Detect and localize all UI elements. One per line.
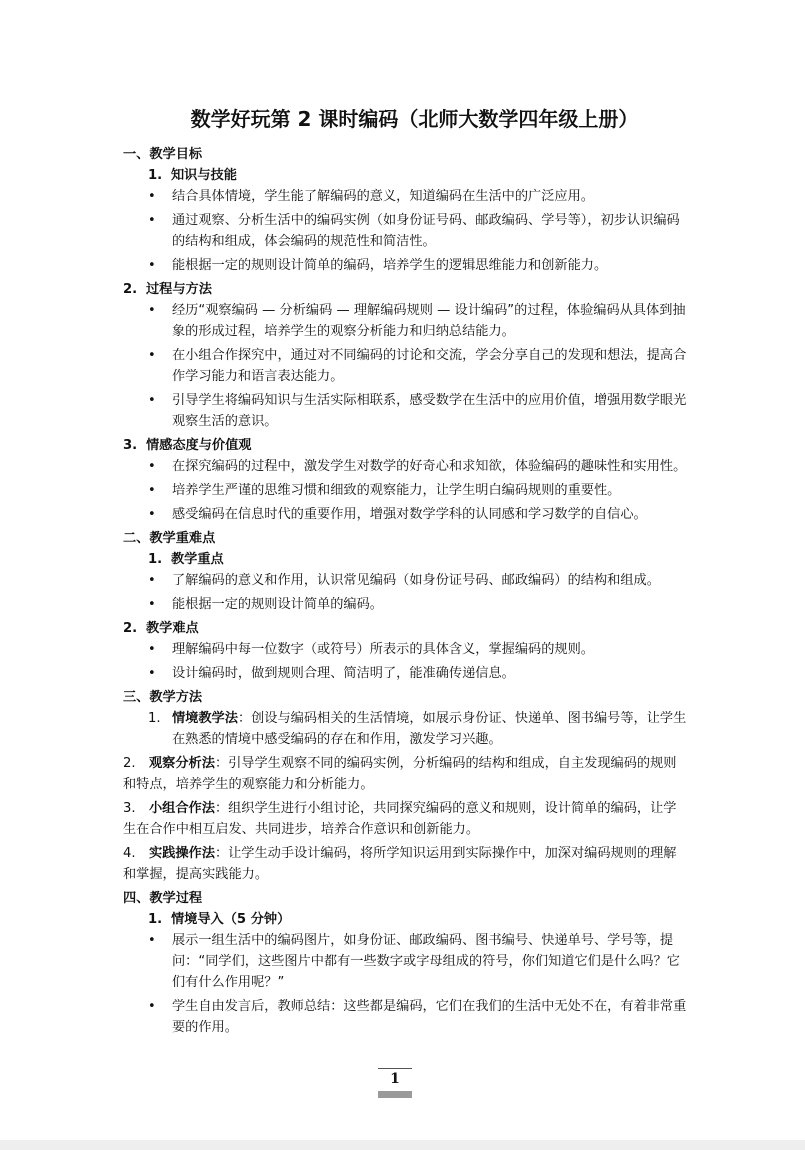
bullet-list: [123, 639, 688, 684]
section-heading-objectives: 一、教学目标: [123, 147, 203, 162]
list-item: • 在小组合作探究中，通过对不同编码的讨论和交流，学会分享自己的发现和想法，提高合作学习能力和语言表达能力。: [123, 345, 688, 387]
list-item: • 了解编码的意义和作用，认识常见编码（如身份证号码、邮政编码）的结构和组成。: [123, 570, 688, 591]
list-item: • 培养学生严谨的思维习惯和细致的观察能力，让学生明白编码规则的重要性。: [123, 480, 688, 501]
list-item: • 理解编码中每一位数字（或符号）所表示的具体含义，掌握编码的规则。: [123, 639, 688, 660]
subheading-title: 教学难点: [146, 621, 199, 636]
list-item: • 展示一组生活中的编码图片，如身份证、邮政编码、图书编号、快递单号、学号等，提问：“同学们，这些图片中都有一些数字或字母组成的符号，你们知道它们是什么吗？它们有什么作用呢？”: [123, 930, 688, 993]
bullet-list: [123, 570, 688, 615]
method-item: [123, 798, 688, 840]
subheading-title: 情感态度与价值观: [146, 438, 252, 453]
subheading-title: 情境导入（5 分钟）: [171, 912, 291, 927]
document-title: 数学好玩第 2 课时编码（北师大数学四年级上册）: [190, 107, 639, 131]
subheading-title: 知识与技能: [171, 168, 237, 183]
page-number: 1: [378, 1068, 412, 1089]
subheading-number: 3.: [123, 438, 138, 453]
method-number: 3.: [123, 801, 136, 816]
method-item: [123, 753, 688, 795]
list-item: • 引导学生将编码知识与生活实际相联系，感受数学在生活中的应用价值，增强用数学眼光观察生活的意识。: [123, 390, 688, 432]
bullet-list: [123, 456, 688, 525]
method-item: [123, 843, 688, 885]
subheading-number: 2.: [123, 282, 138, 297]
subheading-number: 1.: [148, 168, 163, 183]
subheading-key-points: [123, 549, 688, 570]
list-item: • 学生自由发言后，教师总结：这些都是编码，它们在我们的生活中无处不在，有着非常重要的作用。: [123, 996, 688, 1038]
list-item: • 设计编码时，做到规则合理、简洁明了，能准确传递信息。: [123, 663, 688, 684]
subheading-number: 1.: [148, 912, 163, 927]
footer-bar: [378, 1091, 412, 1098]
document-content: [123, 104, 688, 1041]
list-item: • 结合具体情境，学生能了解编码的意义，知道编码在生活中的广泛应用。: [123, 186, 688, 207]
method-item: [123, 708, 688, 750]
method-name: 情境教学法: [172, 711, 238, 726]
method-text: ：组织学生进行小组讨论，共同探究编码的意义和规则，设计简单的编码，让学生在合作中相互启发、共同进步，培养合作意识和创新能力。: [123, 801, 677, 837]
subheading-scenario-intro: [123, 909, 688, 930]
subheading-process-methods: [123, 279, 688, 300]
method-number: 4.: [123, 846, 136, 861]
method-text: ：引导学生观察不同的编码实例，分析编码的结构和组成，自主发现编码的规则和特点，培养学生的观察能力和分析能力。: [123, 756, 677, 792]
list-item: • 能根据一定的规则设计简单的编码，培养学生的逻辑思维能力和创新能力。: [123, 255, 688, 276]
bullet-list: [123, 186, 688, 276]
method-name: 小组合作法: [149, 801, 215, 816]
subheading-title: 过程与方法: [146, 282, 212, 297]
section-heading-teaching-process: 四、教学过程: [123, 891, 203, 906]
method-name: 观察分析法: [149, 756, 215, 771]
subheading-title: 教学重点: [171, 552, 224, 567]
list-item: • 感受编码在信息时代的重要作用，增强对数学学科的认同感和学习数学的自信心。: [123, 504, 688, 525]
section-heading-key-difficult-points: 二、教学重难点: [123, 531, 216, 546]
method-number: 2.: [123, 756, 136, 771]
method-name: 实践操作法: [149, 846, 215, 861]
subheading-attitudes-values: [123, 435, 688, 456]
method-number: 1.: [148, 711, 161, 726]
section-heading-teaching-methods: 三、教学方法: [123, 690, 203, 705]
subheading-knowledge-skills: [123, 165, 688, 186]
list-item: • 经历“观察编码 — 分析编码 — 理解编码规则 — 设计编码”的过程，体验编码从具体到抽象的形成过程，培养学生的观察分析能力和归纳总结能力。: [123, 300, 688, 342]
bullet-list: [123, 300, 688, 432]
list-item: • 在探究编码的过程中，激发学生对数学的好奇心和求知欲，体验编码的趣味性和实用性。: [123, 456, 688, 477]
list-item: • 能根据一定的规则设计简单的编码。: [123, 594, 688, 615]
bullet-list: [123, 930, 688, 1038]
subheading-difficult-points: [123, 618, 688, 639]
subheading-number: 1.: [148, 552, 163, 567]
method-text: ：创设与编码相关的生活情境，如展示身份证、快递单、图书编号等，让学生在熟悉的情境中感受编码的存在和作用，激发学习兴趣。: [172, 711, 687, 747]
list-item: • 通过观察、分析生活中的编码实例（如身份证号码、邮政编码、学号等），初步认识编码的结构和组成，体会编码的规范性和简洁性。: [123, 210, 688, 252]
method-text: ：让学生动手设计编码，将所学知识运用到实际操作中，加深对编码规则的理解和掌握，提高实践能力。: [123, 846, 677, 882]
subheading-number: 2.: [123, 621, 138, 636]
